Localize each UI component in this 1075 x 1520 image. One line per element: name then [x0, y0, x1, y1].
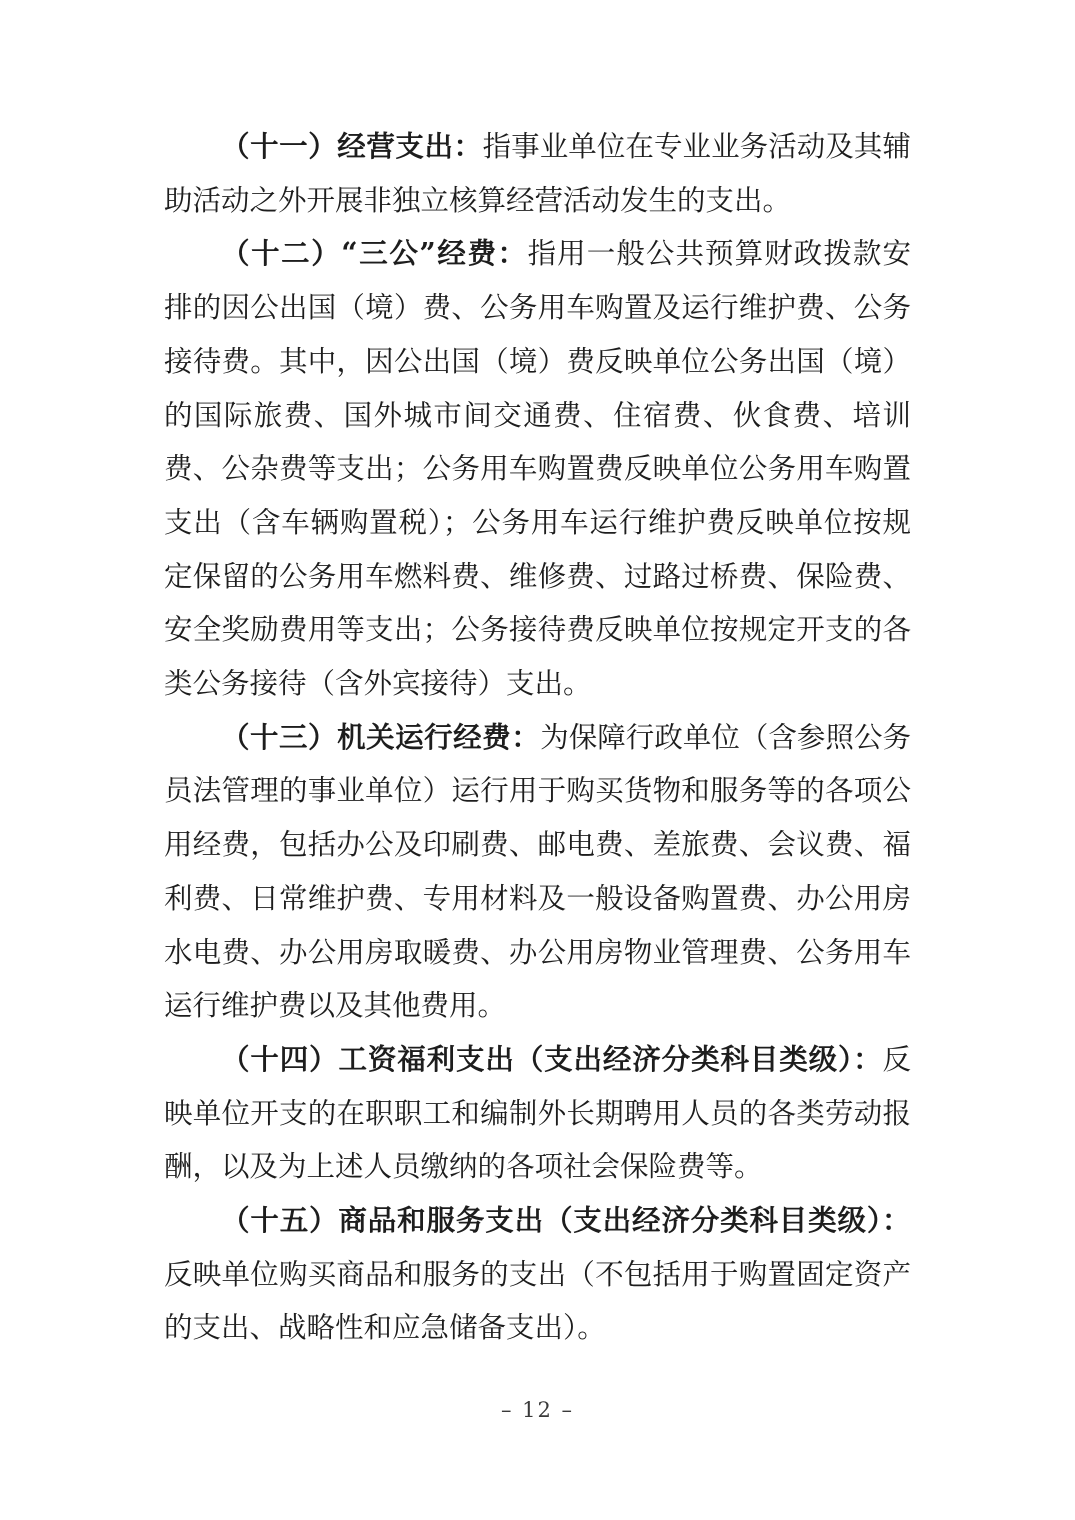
paragraph-term: （十二）“三公”经费： [221, 236, 528, 271]
paragraph-item-13 [164, 711, 911, 1033]
paragraph-term: （十五）商品和服务支出（支出经济分类科目类级）： [221, 1203, 911, 1238]
paragraph-item-15 [164, 1194, 911, 1355]
paragraph-definition: 反映单位购买商品和服务的支出（不包括用于购置固定资产的支出、战略性和应急储备支出）。 [164, 1257, 911, 1345]
paragraph-definition: 指事业单位在专业业务活动及其辅助活动之外开展非独立核算经营活动发生的支出。 [164, 130, 911, 217]
document-body [164, 120, 911, 1355]
paragraph-item-11 [164, 120, 911, 227]
paragraph-item-14 [164, 1033, 911, 1194]
paragraph-definition: 指用一般公共预算财政拨款安排的因公出国（境）费、公务用车购置及运行维护费、公务接待费。其中，因公出国（境）费反映单位公务出国（境）的国际旅费、国外城市间交通费、住宿费、伙食费、培训费、公杂费等支出；公务用车购置费反映单位公务用车购置支出（含车辆购置税）；公务用车运行维护费反映单位按规定保留的公务用车燃料费、维修费、过路过桥费、保险费、安全奖励费用等支出；公务接待费反映单位按规定开支的各类公务接待（含外宾接待）支出。 [164, 237, 911, 701]
paragraph-definition: 反映单位开支的在职职工和编制外长期聘用人员的各类劳动报酬，以及为上述人员缴纳的各项社会保险费等。 [164, 1042, 911, 1184]
paragraph-definition: 为保障行政单位（含参照公务员法管理的事业单位）运行用于购买货物和服务等的各项公用经费，包括办公及印刷费、邮电费、差旅费、会议费、福利费、日常维护费、专用材料及一般设备购置费、办公用房水电费、办公用房取暖费、办公用房物业管理费、公务用车运行维护费以及其他费用。 [164, 720, 911, 1023]
paragraph-term: （十四）工资福利支出（支出经济分类科目类级）： [221, 1041, 883, 1076]
paragraph-term: （十一）经营支出： [221, 129, 483, 163]
page-number: – 12 – [500, 1398, 575, 1422]
paragraph-item-12 [164, 227, 911, 710]
paragraph-term: （十三）机关运行经费： [221, 719, 541, 754]
